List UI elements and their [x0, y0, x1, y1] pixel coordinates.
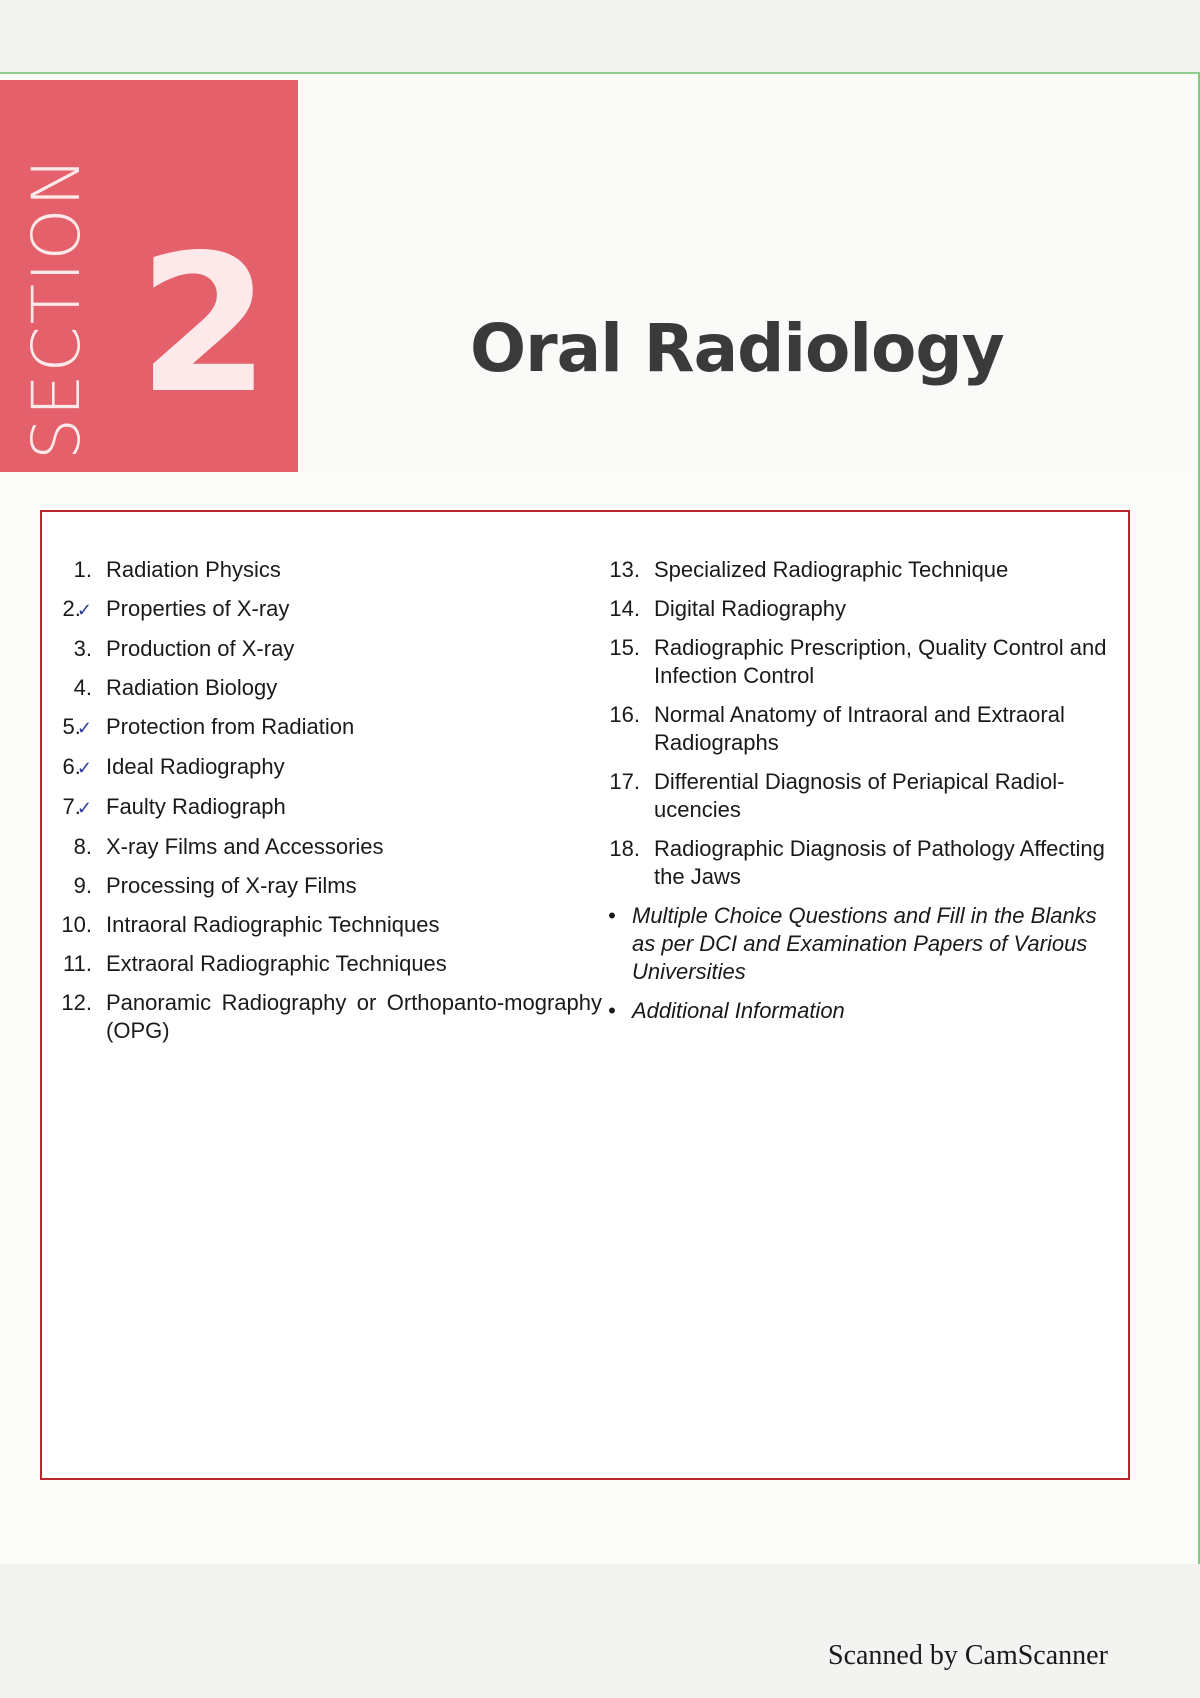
item-text: Protection from Radiation	[106, 714, 355, 739]
scanner-watermark: Scanned by CamScanner	[828, 1640, 1108, 1671]
handwritten-tick-icon: ✓	[76, 758, 92, 778]
item-number: 1.	[73, 557, 92, 582]
item-text: Differential Diagnosis of Periapical Radiol-ucencies	[654, 769, 1065, 822]
item-number: 12.	[61, 990, 92, 1015]
contents-item	[592, 634, 1117, 690]
item-text: Extraoral Radiographic Techniques	[106, 951, 447, 976]
item-text: Normal Anatomy of Intraoral and Extraoral Radiographs	[654, 702, 1065, 755]
item-number: 10.	[61, 912, 92, 937]
contents-item	[592, 701, 1117, 757]
item-text: Intraoral Radiographic Techniques	[106, 912, 440, 937]
contents-item	[592, 835, 1117, 891]
contents-item	[52, 989, 602, 1045]
item-text: Radiation Physics	[106, 557, 281, 582]
contents-item	[52, 595, 602, 624]
item-text: Radiation Biology	[106, 675, 278, 700]
item-number: 18.	[609, 836, 640, 861]
item-text: Ideal Radiography	[106, 754, 285, 779]
handwritten-tick-icon: ✓	[76, 718, 92, 738]
section-word: SECTION	[18, 155, 95, 460]
handwritten-tick-icon: ✓	[76, 798, 92, 818]
item-text: Multiple Choice Questions and Fill in the Blanks as per DCI and Examination Papers of Various Universities	[632, 903, 1097, 984]
contents-bullet-item	[592, 997, 1117, 1025]
contents-left-column	[52, 556, 602, 1056]
item-text: Radiographic Prescription, Quality Control and Infection Control	[654, 635, 1107, 688]
item-text: Additional Information	[632, 998, 845, 1023]
item-number: 6.✓	[62, 754, 92, 779]
item-text: Panoramic Radiography or Orthopanto-mography (OPG)	[106, 990, 602, 1043]
contents-item	[52, 911, 602, 939]
item-number: 17.	[609, 769, 640, 794]
section-number: 2	[138, 214, 271, 435]
contents-item	[592, 595, 1117, 623]
item-number: 11.	[63, 951, 92, 976]
bullet-marker: •	[608, 903, 616, 928]
contents-item	[52, 793, 602, 822]
contents-item	[52, 872, 602, 900]
contents-box	[40, 510, 1130, 1480]
item-text: Specialized Radiographic Technique	[654, 557, 1009, 582]
item-number: 16.	[609, 702, 640, 727]
bullet-marker: •	[608, 998, 616, 1023]
item-text: X-ray Films and Accessories	[106, 834, 384, 859]
title-band	[298, 80, 1198, 472]
contents-item	[52, 556, 602, 584]
contents-item	[592, 556, 1117, 584]
contents-item	[52, 674, 602, 702]
section-band	[0, 80, 298, 472]
contents-item	[52, 713, 602, 742]
contents-bullet-item	[592, 902, 1117, 986]
contents-item	[592, 768, 1117, 824]
contents-item	[52, 950, 602, 978]
item-number: 5.✓	[62, 714, 92, 739]
item-number: 2.✓	[62, 596, 92, 621]
item-text: Radiographic Diagnosis of Pathology Affecting the Jaws	[654, 836, 1105, 889]
item-number: 15.	[609, 635, 640, 660]
item-text: Processing of X-ray Films	[106, 873, 357, 898]
item-text: Properties of X-ray	[106, 596, 290, 621]
section-title: Oral Radiology	[470, 310, 1004, 387]
contents-item	[52, 833, 602, 861]
item-text: Production of X-ray	[106, 636, 295, 661]
handwritten-tick-icon: ✓	[76, 600, 92, 620]
item-text: Digital Radiography	[654, 596, 846, 621]
item-number: 9.	[73, 873, 92, 898]
item-number: 8.	[73, 834, 92, 859]
item-number: 13.	[609, 557, 640, 582]
item-number: 7.✓	[62, 794, 92, 819]
contents-item	[52, 753, 602, 782]
item-number: 3.	[73, 636, 92, 661]
item-number: 14.	[609, 596, 640, 621]
item-text: Faulty Radiograph	[106, 794, 286, 819]
contents-item	[52, 635, 602, 663]
item-number: 4.	[73, 675, 92, 700]
contents-right-column	[592, 556, 1117, 1036]
